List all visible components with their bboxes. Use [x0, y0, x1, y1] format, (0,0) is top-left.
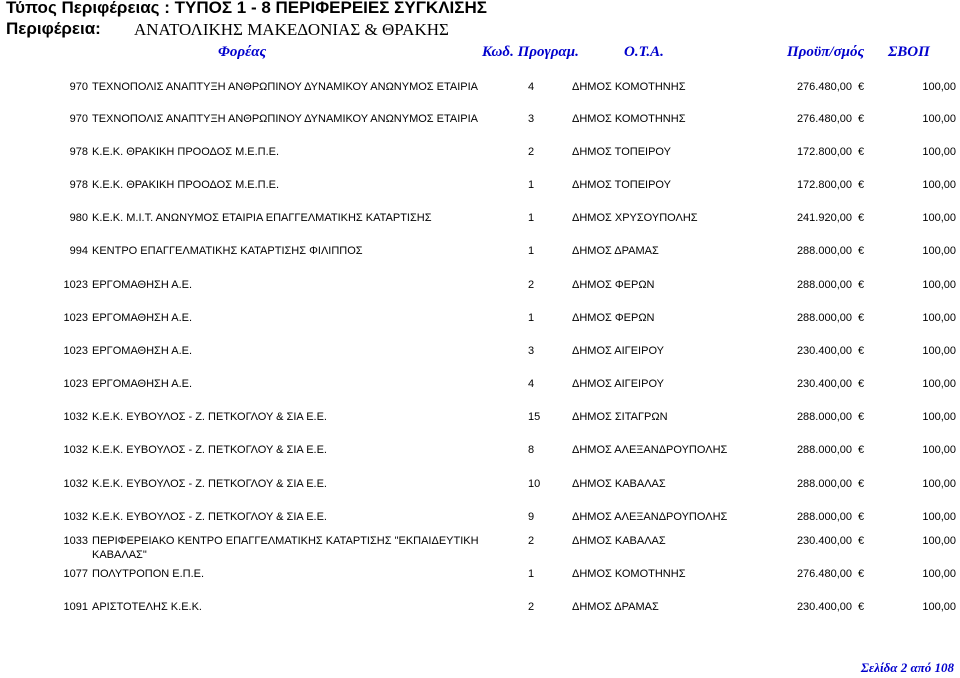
row-budget: 288.000,00 [796, 245, 852, 257]
table-row [0, 278, 960, 292]
row-program: 1 [528, 312, 535, 324]
euro-symbol: € [858, 478, 865, 490]
table-row [0, 567, 960, 581]
row-ota: ΔΗΜΟΣ ΑΛΕΞΑΝΔΡΟΥΠΟΛΗΣ [572, 511, 728, 523]
row-code: 978 [69, 146, 88, 158]
table-row [0, 112, 960, 126]
row-foreas: ΕΡΓΟΜΑΘΗΣΗ Α.Ε. [92, 345, 193, 357]
row-svop: 100,00 [922, 81, 956, 93]
row-code: 1023 [63, 345, 88, 357]
region-value: ΑΝΑΤΟΛΙΚΗΣ ΜΑΚΕΔΟΝΙΑΣ & ΘΡΑΚΗΣ [134, 20, 449, 39]
row-foreas: Κ.Ε.Κ. Μ.Ι.Τ. ΑΝΩΝΥΜΟΣ ΕΤΑΙΡΙΑ ΕΠΑΓΓΕΛΜΑΤΙΚΗΣ ΚΑΤΑΡΤΙΣΗΣ [92, 212, 432, 224]
row-svop: 100,00 [922, 411, 956, 423]
table-row [0, 311, 960, 325]
euro-symbol: € [858, 511, 865, 523]
row-ota: ΔΗΜΟΣ ΤΟΠΕΙΡΟΥ [572, 146, 671, 158]
row-program: 4 [528, 81, 535, 93]
row-foreas: ΕΡΓΟΜΑΘΗΣΗ Α.Ε. [92, 312, 193, 324]
row-code: 980 [69, 212, 88, 224]
row-budget: 230.400,00 [796, 601, 852, 613]
row-budget: 230.400,00 [796, 535, 852, 547]
row-ota: ΔΗΜΟΣ ΣΙΤΑΓΡΩΝ [572, 411, 668, 423]
row-svop: 100,00 [922, 312, 956, 324]
euro-symbol: € [858, 245, 865, 257]
row-foreas: ΑΡΙΣΤΟΤΕΛΗΣ Κ.Ε.Κ. [92, 601, 202, 613]
row-ota: ΔΗΜΟΣ ΦΕΡΩΝ [572, 279, 655, 291]
row-program: 9 [528, 511, 535, 523]
row-ota: ΔΗΜΟΣ ΑΙΓΕΙΡΟΥ [572, 378, 664, 390]
row-program: 1 [528, 568, 535, 580]
row-program: 2 [528, 146, 535, 158]
row-foreas: ΕΡΓΟΜΑΘΗΣΗ Α.Ε. [92, 279, 193, 291]
row-budget: 230.400,00 [796, 345, 852, 357]
row-code: 1023 [63, 312, 88, 324]
row-foreas: ΠΕΡΙΦΕΡΕΙΑΚΟ ΚΕΝΤΡΟ ΕΠΑΓΓΕΛΜΑΤΙΚΗΣ ΚΑΤΑΡΤΙΣΗΣ "ΕΚΠΑΙΔΕΥΤΙΚΗ ΚΑΒΑΛΑΣ" [92, 535, 479, 561]
row-svop: 100,00 [922, 245, 956, 257]
row-budget: 276.480,00 [796, 81, 852, 93]
row-svop: 100,00 [922, 378, 956, 390]
row-svop: 100,00 [922, 601, 956, 613]
row-budget: 230.400,00 [796, 378, 852, 390]
euro-symbol: € [858, 146, 865, 158]
row-budget: 288.000,00 [796, 478, 852, 490]
euro-symbol: € [858, 212, 865, 224]
row-svop: 100,00 [922, 444, 956, 456]
column-header-budget: Προϋπ/σμός [787, 44, 865, 60]
euro-symbol: € [858, 411, 865, 423]
row-budget: 241.920,00 [796, 212, 852, 224]
euro-symbol: € [858, 444, 865, 456]
table-row [0, 600, 960, 614]
row-program: 1 [528, 179, 535, 191]
row-code: 978 [69, 179, 88, 191]
row-code: 970 [69, 113, 88, 125]
table-row [0, 443, 960, 457]
row-ota: ΔΗΜΟΣ ΔΡΑΜΑΣ [572, 601, 659, 613]
row-program: 2 [528, 601, 535, 613]
row-program: 1 [528, 212, 535, 224]
row-foreas: Κ.Ε.Κ. ΕΥΒΟΥΛΟΣ - Ζ. ΠΕΤΚΟΓΛΟΥ & ΣΙΑ Ε.Ε. [92, 411, 327, 423]
row-budget: 288.000,00 [796, 444, 852, 456]
euro-symbol: € [858, 279, 865, 291]
row-code: 1032 [63, 411, 88, 423]
row-svop: 100,00 [922, 212, 956, 224]
table-row [0, 178, 960, 192]
row-svop: 100,00 [922, 478, 956, 490]
row-code: 970 [69, 81, 88, 93]
row-svop: 100,00 [922, 179, 956, 191]
row-foreas: ΤΕΧΝΟΠΟΛΙΣ ΑΝΑΠΤΥΞΗ ΑΝΘΡΩΠΙΝΟΥ ΔΥΝΑΜΙΚΟΥ ΑΝΩΝΥΜΟΣ ΕΤΑΙΡΙΑ [92, 113, 479, 125]
table-row [0, 510, 960, 524]
row-svop: 100,00 [922, 511, 956, 523]
row-code: 1032 [63, 511, 88, 523]
table-row [0, 80, 960, 94]
table-row [0, 344, 960, 358]
euro-symbol: € [858, 378, 865, 390]
page-indicator: Σελίδα 2 από 108 [860, 660, 954, 675]
row-program: 3 [528, 113, 535, 125]
row-svop: 100,00 [922, 345, 956, 357]
row-code: 1091 [63, 601, 88, 613]
table-row [0, 410, 960, 424]
region-line [6, 19, 449, 39]
row-ota: ΔΗΜΟΣ ΚΟΜΟΤΗΝΗΣ [572, 568, 686, 580]
row-ota: ΔΗΜΟΣ ΔΡΑΜΑΣ [572, 245, 659, 257]
row-budget: 276.480,00 [796, 113, 852, 125]
euro-symbol: € [858, 113, 865, 125]
row-code: 1033 [63, 535, 88, 547]
row-foreas: Κ.Ε.Κ. ΘΡΑΚΙΚΗ ΠΡΟΟΔΟΣ Μ.Ε.Π.Ε. [92, 146, 280, 158]
row-svop: 100,00 [922, 279, 956, 291]
row-code: 1023 [63, 378, 88, 390]
table-row [0, 377, 960, 391]
euro-symbol: € [858, 81, 865, 93]
row-svop: 100,00 [922, 113, 956, 125]
row-program: 2 [528, 279, 535, 291]
euro-symbol: € [858, 179, 865, 191]
row-budget: 172.800,00 [796, 146, 852, 158]
row-code: 1023 [63, 279, 88, 291]
row-program: 4 [528, 378, 535, 390]
row-foreas: Κ.Ε.Κ. ΘΡΑΚΙΚΗ ΠΡΟΟΔΟΣ Μ.Ε.Π.Ε. [92, 179, 280, 191]
row-program: 15 [528, 411, 541, 423]
row-ota: ΔΗΜΟΣ ΚΑΒΑΛΑΣ [572, 535, 666, 547]
euro-symbol: € [858, 535, 865, 547]
table-row [0, 211, 960, 225]
row-foreas: Κ.Ε.Κ. ΕΥΒΟΥΛΟΣ - Ζ. ΠΕΤΚΟΓΛΟΥ & ΣΙΑ Ε.Ε. [92, 444, 327, 456]
column-header-program: Κωδ. Προγραμ. [482, 44, 579, 60]
row-program: 3 [528, 345, 535, 357]
row-budget: 276.480,00 [796, 568, 852, 580]
row-foreas: Κ.Ε.Κ. ΕΥΒΟΥΛΟΣ - Ζ. ΠΕΤΚΟΓΛΟΥ & ΣΙΑ Ε.Ε. [92, 511, 327, 523]
row-foreas: ΕΡΓΟΜΑΘΗΣΗ Α.Ε. [92, 378, 193, 390]
row-ota: ΔΗΜΟΣ ΧΡΥΣΟΥΠΟΛΗΣ [572, 212, 698, 224]
row-foreas: ΚΕΝΤΡΟ ΕΠΑΓΓΕΛΜΑΤΙΚΗΣ ΚΑΤΑΡΤΙΣΗΣ ΦΙΛΙΠΠΟΣ [92, 245, 363, 257]
row-code: 1077 [63, 568, 88, 580]
row-budget: 172.800,00 [796, 179, 852, 191]
row-ota: ΔΗΜΟΣ ΚΟΜΟΤΗΝΗΣ [572, 81, 686, 93]
table-row [0, 145, 960, 159]
row-foreas: ΤΕΧΝΟΠΟΛΙΣ ΑΝΑΠΤΥΞΗ ΑΝΘΡΩΠΙΝΟΥ ΔΥΝΑΜΙΚΟΥ ΑΝΩΝΥΜΟΣ ΕΤΑΙΡΙΑ [92, 81, 479, 93]
row-program: 1 [528, 245, 535, 257]
row-ota: ΔΗΜΟΣ ΦΕΡΩΝ [572, 312, 655, 324]
table-row [0, 534, 960, 561]
row-code: 1032 [63, 444, 88, 456]
region-label: Περιφέρεια: [6, 19, 101, 38]
row-budget: 288.000,00 [796, 279, 852, 291]
row-svop: 100,00 [922, 568, 956, 580]
row-budget: 288.000,00 [796, 511, 852, 523]
column-header-ota: Ο.Τ.Α. [624, 44, 664, 60]
row-ota: ΔΗΜΟΣ ΚΟΜΟΤΗΝΗΣ [572, 113, 686, 125]
row-ota: ΔΗΜΟΣ ΑΛΕΞΑΝΔΡΟΥΠΟΛΗΣ [572, 444, 728, 456]
column-header-foreas: Φορέας [218, 44, 267, 60]
euro-symbol: € [858, 345, 865, 357]
row-code: 1032 [63, 478, 88, 490]
row-ota: ΔΗΜΟΣ ΚΑΒΑΛΑΣ [572, 478, 666, 490]
column-header-svop: ΣΒΟΠ [888, 44, 930, 60]
euro-symbol: € [858, 568, 865, 580]
row-program: 10 [528, 478, 541, 490]
euro-symbol: € [858, 312, 865, 324]
table-row [0, 477, 960, 491]
row-svop: 100,00 [922, 535, 956, 547]
row-foreas: ΠΟΛΥΤΡΟΠΟΝ Ε.Π.Ε. [92, 568, 205, 580]
row-code: 994 [69, 245, 88, 257]
row-program: 2 [528, 535, 535, 547]
row-program: 8 [528, 444, 535, 456]
row-foreas: Κ.Ε.Κ. ΕΥΒΟΥΛΟΣ - Ζ. ΠΕΤΚΟΓΛΟΥ & ΣΙΑ Ε.Ε. [92, 478, 327, 490]
row-budget: 288.000,00 [796, 411, 852, 423]
row-ota: ΔΗΜΟΣ ΤΟΠΕΙΡΟΥ [572, 179, 671, 191]
row-ota: ΔΗΜΟΣ ΑΙΓΕΙΡΟΥ [572, 345, 664, 357]
row-svop: 100,00 [922, 146, 956, 158]
table-row [0, 244, 960, 258]
euro-symbol: € [858, 601, 865, 613]
row-budget: 288.000,00 [796, 312, 852, 324]
report-title: Τύπος Περιφέρειας : ΤΥΠΟΣ 1 - 8 ΠΕΡΙΦΕΡΕΙΕΣ ΣΥΓΚΛΙΣΗΣ [6, 0, 487, 17]
